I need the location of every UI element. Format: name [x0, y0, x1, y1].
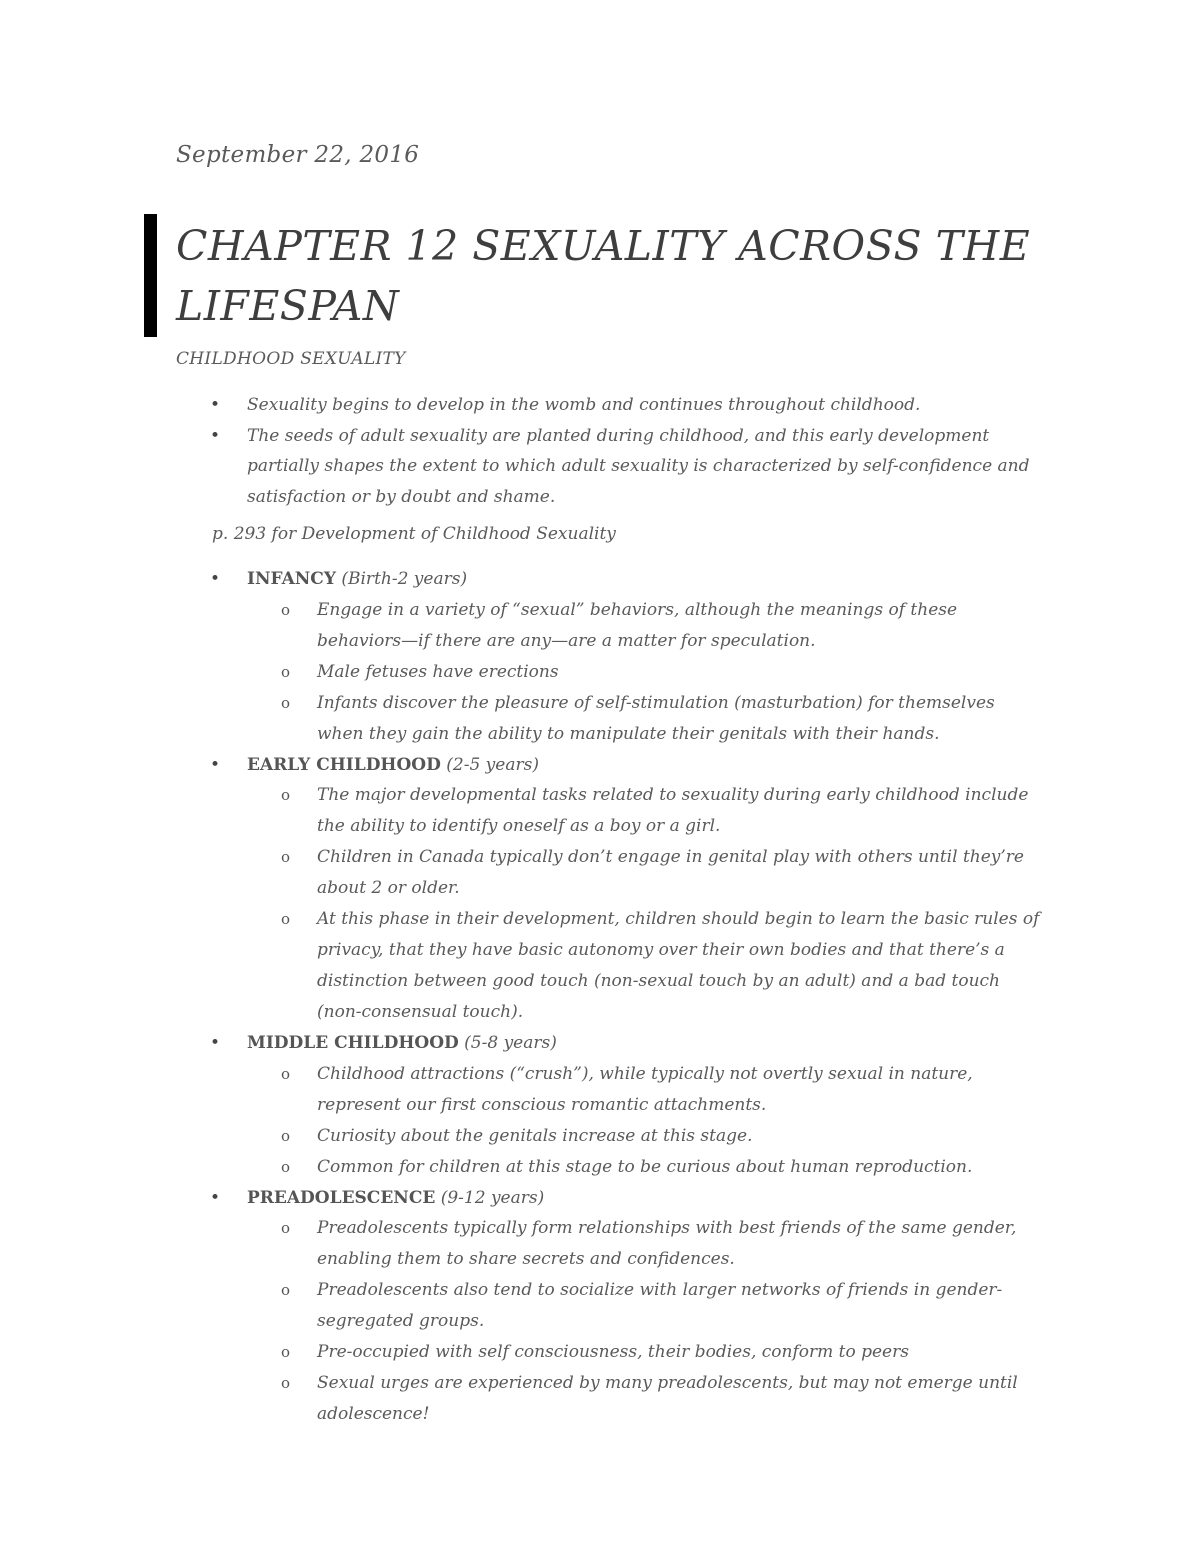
stage-range: (9-12 years) [440, 1187, 545, 1208]
intro-point [210, 390, 1040, 421]
stage-point-text: Sexual urges are experienced by many preadolescents, but may not emerge until adolescence! [317, 1373, 1018, 1424]
circle-bullet-icon: o [281, 848, 291, 866]
intro-point-text: Sexuality begins to develop in the womb and continues throughout childhood. [247, 395, 921, 415]
stage-point [281, 595, 1040, 657]
stage-point-text: Pre-occupied with self consciousness, their bodies, conform to peers [317, 1342, 909, 1362]
circle-bullet-icon: o [281, 1126, 291, 1145]
stage-point-text: At this phase in their development, children should begin to learn the basic rules of privacy, that they have basic autonomy over their own bodies and that there’s a distinction between good touch (non-sexual touch by an adult) and a bad touch (non-consensual touch). [317, 909, 1040, 1022]
stage-middle-childhood [210, 1028, 1040, 1183]
stage-name: EARLY CHILDHOOD [247, 754, 441, 775]
title-accent-bar [144, 214, 157, 337]
bullet-icon: • [210, 754, 221, 775]
stage-point-text: Infants discover the pleasure of self-stimulation (masturbation) for themselves when they gain the ability to manipulate their genitals with their hands. [317, 692, 995, 744]
stage-point-text: Children in Canada typically don’t engage in genital play with others until they’re about 2 or older. [317, 847, 1024, 898]
stage-point-text: Common for children at this stage to be curious about human reproduction. [317, 1156, 973, 1177]
circle-bullet-icon: o [281, 786, 291, 804]
stage-point [281, 688, 1040, 750]
stage-early-childhood [210, 750, 1040, 1029]
stage-point [281, 780, 1040, 842]
stage-point [281, 1121, 1040, 1152]
stage-point [281, 1337, 1040, 1368]
stage-points [247, 780, 1040, 1028]
stage-point [281, 1368, 1040, 1430]
circle-bullet-icon: o [281, 1281, 291, 1299]
stages-list [210, 564, 1040, 1430]
stage-name: MIDDLE CHILDHOOD [247, 1033, 459, 1053]
document-date: September 22, 2016 [176, 142, 420, 168]
bullet-icon: • [210, 569, 221, 589]
circle-bullet-icon: o [281, 1219, 291, 1237]
circle-bullet-icon: o [281, 910, 291, 928]
stage-point-text: The major developmental tasks related to sexuality during early childhood include the ability to identify oneself as a boy or a girl. [317, 785, 1029, 836]
stage-point [281, 657, 1040, 688]
intro-list [210, 390, 1040, 512]
circle-bullet-icon: o [281, 662, 291, 681]
stage-point [281, 842, 1040, 904]
stage-points [247, 1059, 1040, 1183]
bullet-icon: • [210, 1187, 221, 1208]
circle-bullet-icon: o [281, 1064, 291, 1083]
stage-point [281, 1059, 1040, 1121]
stage-points [247, 595, 1040, 750]
circle-bullet-icon: o [281, 693, 291, 712]
stage-point [281, 904, 1040, 1028]
stage-points [247, 1213, 1040, 1430]
stage-preadolescence [210, 1183, 1040, 1431]
bullet-icon: • [210, 425, 221, 446]
circle-bullet-icon: o [281, 1343, 291, 1361]
stage-point-text: Childhood attractions (“crush”), while typically not overtly sexual in nature, represent our first conscious romantic attachments. [317, 1063, 973, 1115]
stage-point [281, 1152, 1040, 1183]
stage-name: INFANCY [247, 569, 336, 589]
stage-range: (5-8 years) [464, 1033, 557, 1053]
circle-bullet-icon: o [281, 600, 291, 619]
stage-point-text: Curiosity about the genitals increase at this stage. [317, 1125, 753, 1146]
stage-infancy [210, 564, 1040, 750]
stage-point-text: Male fetuses have erections [317, 661, 559, 682]
chapter-title: CHAPTER 12 SEXUALITY ACROSS THE LIFESPAN [176, 222, 1031, 330]
circle-bullet-icon: o [281, 1157, 291, 1176]
intro-point-text: The seeds of adult sexuality are planted during childhood, and this early development partially shapes the extent to which adult sexuality is characterized by self-confidence and satisfaction or by doubt and shame. [247, 425, 1030, 507]
intro-point [210, 421, 1040, 513]
stage-range: (Birth-2 years) [341, 569, 468, 589]
bullet-icon: • [210, 395, 221, 415]
stage-point [281, 1213, 1040, 1275]
stage-point-text: Preadolescents also tend to socialize with larger networks of friends in gender-segregated groups. [317, 1280, 1003, 1331]
bullet-icon: • [210, 1033, 221, 1053]
circle-bullet-icon: o [281, 1374, 291, 1392]
page-reference: p. 293 for Development of Childhood Sexuality [212, 524, 616, 544]
stage-point [281, 1275, 1040, 1337]
stage-range: (2-5 years) [446, 754, 539, 775]
stage-name: PREADOLESCENCE [247, 1187, 436, 1208]
stage-point-text: Preadolescents typically form relationships with best friends of the same gender, enabling them to share secrets and confidences. [317, 1218, 1017, 1269]
section-heading: CHILDHOOD SEXUALITY [176, 349, 406, 369]
stage-point-text: Engage in a variety of “sexual” behaviors, although the meanings of these behaviors—if there are any—are a matter for speculation. [317, 599, 958, 651]
